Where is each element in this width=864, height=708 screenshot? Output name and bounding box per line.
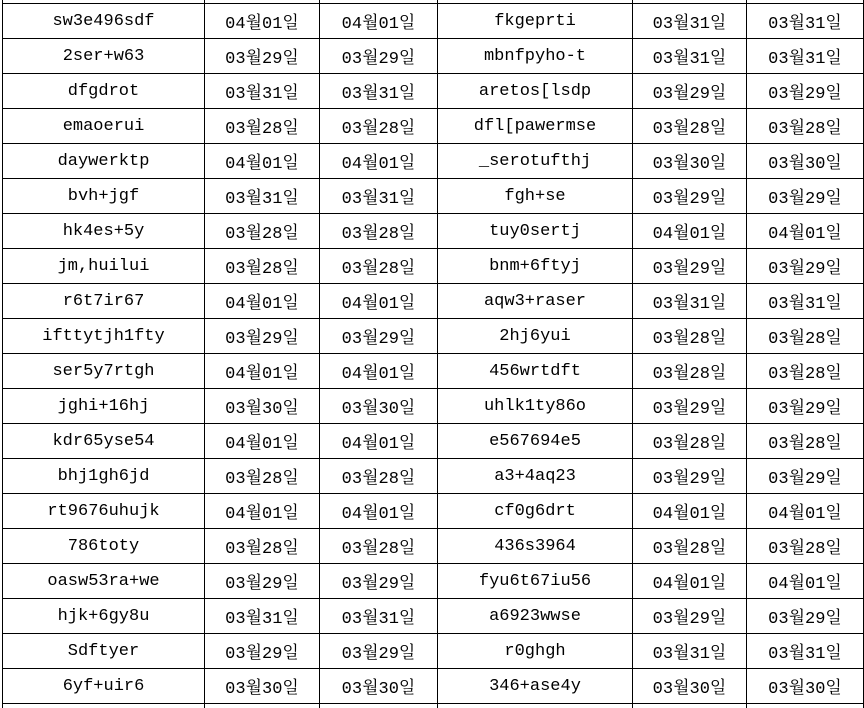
table-row [3,354,864,389]
table-cell[interactable]: 03월29일 [747,389,864,424]
table-cell[interactable]: 03월31일 [633,634,747,669]
table-cell[interactable]: 03월28일 [205,249,320,284]
table-cell[interactable]: 03월31일 [633,284,747,319]
table-cell[interactable]: 04월01일 [320,4,438,39]
table-cell[interactable]: a6923wwse [438,599,633,634]
table-cell[interactable]: 04월01일 [747,214,864,249]
table-cell[interactable]: 03월29일 [633,389,747,424]
table-cell[interactable]: 03월29일 [747,74,864,109]
table-row [3,284,864,319]
table-cell[interactable]: 04월01일 [747,494,864,529]
table-cell[interactable]: 04월01일 [747,564,864,599]
table-cell[interactable]: 03월31일 [320,599,438,634]
table-cell[interactable]: 03월31일 [747,39,864,74]
table-cell[interactable]: 03월29일 [633,459,747,494]
table-cell[interactable]: uhlk1ty86o [438,389,633,424]
partial-cell [633,704,747,708]
table-row [3,424,864,459]
table-row [3,389,864,424]
table-cell[interactable]: jm,huilui [3,249,205,284]
table-cell[interactable]: 03월31일 [205,179,320,214]
table-row [3,4,864,39]
table-cell[interactable]: 03월30일 [205,389,320,424]
table-cell[interactable]: mbnfpyho-t [438,39,633,74]
table-cell[interactable]: r6t7ir67 [3,284,205,319]
table-cell[interactable]: emaoerui [3,109,205,144]
table-cell[interactable]: 03월31일 [633,4,747,39]
table-cell[interactable]: 03월28일 [633,424,747,459]
table-cell[interactable]: 03월29일 [633,599,747,634]
table-cell[interactable]: 04월01일 [205,284,320,319]
table-cell[interactable]: 04월01일 [320,144,438,179]
table-cell[interactable]: 04월01일 [320,494,438,529]
table-row [3,634,864,669]
table-cell[interactable]: 04월01일 [205,4,320,39]
table-cell[interactable]: 03월31일 [320,74,438,109]
table-cell[interactable]: 04월01일 [320,354,438,389]
table-cell[interactable]: 03월31일 [205,599,320,634]
table-cell[interactable]: bvh+jgf [3,179,205,214]
table-cell[interactable]: 03월29일 [633,74,747,109]
table-cell[interactable]: 04월01일 [320,284,438,319]
table-cell[interactable]: 03월28일 [205,214,320,249]
table-cell[interactable]: 03월29일 [633,179,747,214]
table-cell[interactable]: 03월28일 [320,459,438,494]
table-cell[interactable]: 03월28일 [320,214,438,249]
table-cell[interactable]: 03월29일 [747,179,864,214]
table-cell[interactable]: 03월28일 [320,249,438,284]
table-cell[interactable]: 2hj6yui [438,319,633,354]
table-cell[interactable]: 04월01일 [205,354,320,389]
table-cell[interactable]: 03월28일 [747,319,864,354]
table-cell[interactable]: 03월28일 [633,109,747,144]
table-cell[interactable]: 2ser+w63 [3,39,205,74]
table-cell[interactable]: cf0g6drt [438,494,633,529]
table-cell[interactable]: 03월30일 [205,669,320,704]
partial-row-bottom [3,704,864,708]
table-cell[interactable]: 03월31일 [747,284,864,319]
table-cell[interactable]: tuy0sertj [438,214,633,249]
partial-cell [747,704,864,708]
table-row [3,39,864,74]
table-cell[interactable]: 04월01일 [633,564,747,599]
data-table [2,0,864,708]
table-cell[interactable]: 436s3964 [438,529,633,564]
table-cell[interactable]: 03월31일 [633,39,747,74]
table-cell[interactable]: oasw53ra+we [3,564,205,599]
partial-cell [320,704,438,708]
table-cell[interactable]: aretos[lsdp [438,74,633,109]
table-cell[interactable]: daywerktp [3,144,205,179]
table-cell[interactable]: r0ghgh [438,634,633,669]
table-cell[interactable]: fyu6t67iu56 [438,564,633,599]
table-cell[interactable]: 03월30일 [320,669,438,704]
table-cell[interactable]: 03월29일 [633,249,747,284]
table-cell[interactable]: 03월28일 [747,424,864,459]
table-cell[interactable]: 03월29일 [320,319,438,354]
table-cell[interactable]: jghi+16hj [3,389,205,424]
table-cell[interactable]: 04월01일 [633,494,747,529]
table-cell[interactable]: 03월28일 [747,529,864,564]
table-row [3,459,864,494]
table-cell[interactable]: rt9676uhujk [3,494,205,529]
table-cell[interactable]: fkgeprti [438,4,633,39]
table-cell[interactable]: 03월29일 [320,39,438,74]
table-cell[interactable]: _serotufthj [438,144,633,179]
table-cell[interactable]: 6yf+uir6 [3,669,205,704]
table-cell[interactable]: e567694e5 [438,424,633,459]
table-row [3,109,864,144]
table-row [3,144,864,179]
table-cell[interactable]: 03월29일 [205,634,320,669]
table-cell[interactable]: bhj1gh6jd [3,459,205,494]
partial-cell [3,704,205,708]
partial-cell [438,704,633,708]
table-cell[interactable]: dfl[pawermse [438,109,633,144]
table-cell[interactable]: 03월28일 [633,319,747,354]
table-cell[interactable]: fgh+se [438,179,633,214]
table-cell[interactable]: 03월29일 [747,459,864,494]
table-cell[interactable]: 03월29일 [205,39,320,74]
partial-cell [205,704,320,708]
table-cell[interactable]: 03월28일 [633,529,747,564]
table-cell[interactable]: 03월28일 [633,354,747,389]
table-cell[interactable]: 03월29일 [205,319,320,354]
table-cell[interactable]: ser5y7rtgh [3,354,205,389]
table-cell[interactable]: 03월30일 [633,669,747,704]
table-cell[interactable]: 03월28일 [320,529,438,564]
table-cell[interactable]: aqw3+raser [438,284,633,319]
table-row [3,74,864,109]
table-row [3,319,864,354]
table-cell[interactable]: 04월01일 [633,214,747,249]
table-cell[interactable]: Sdftyer [3,634,205,669]
table-cell[interactable]: 03월28일 [747,109,864,144]
table-cell[interactable]: 03월31일 [747,4,864,39]
table-row [3,249,864,284]
table-cell[interactable]: 456wrtdft [438,354,633,389]
table-cell[interactable]: 03월29일 [747,599,864,634]
table-cell[interactable]: 03월31일 [205,74,320,109]
table-cell[interactable]: 04월01일 [320,424,438,459]
table-cell[interactable]: 03월30일 [320,389,438,424]
table-cell[interactable]: 03월28일 [320,109,438,144]
table-cell[interactable]: 03월29일 [205,564,320,599]
table-cell[interactable]: 346+ase4y [438,669,633,704]
table-cell[interactable]: 03월31일 [320,179,438,214]
table-cell[interactable]: a3+4aq23 [438,459,633,494]
table-cell[interactable]: 03월30일 [633,144,747,179]
table-cell[interactable]: hk4es+5y [3,214,205,249]
table-cell[interactable]: 03월31일 [747,634,864,669]
table-row [3,564,864,599]
table-cell[interactable]: 03월28일 [205,459,320,494]
table-cell[interactable]: 03월29일 [320,634,438,669]
table-cell[interactable]: 03월30일 [747,144,864,179]
table-cell[interactable]: kdr65yse54 [3,424,205,459]
table-cell[interactable]: 03월28일 [205,529,320,564]
table-cell[interactable]: 03월28일 [205,109,320,144]
table-cell[interactable]: 04월01일 [205,424,320,459]
table-row [3,669,864,704]
table-row [3,599,864,634]
table-cell[interactable]: ifttytjh1fty [3,319,205,354]
table-cell[interactable]: hjk+6gy8u [3,599,205,634]
table-cell[interactable]: 03월28일 [747,354,864,389]
table-cell[interactable]: dfgdrot [3,74,205,109]
table-cell[interactable]: 04월01일 [205,144,320,179]
table-cell[interactable]: sw3e496sdf [3,4,205,39]
table-cell[interactable]: 03월29일 [320,564,438,599]
table-cell[interactable]: 786toty [3,529,205,564]
table-row [3,214,864,249]
table-row [3,494,864,529]
table-cell[interactable]: 03월29일 [747,249,864,284]
table-row [3,529,864,564]
table-cell[interactable]: 04월01일 [205,494,320,529]
table-cell[interactable]: bnm+6ftyj [438,249,633,284]
table-row [3,179,864,214]
table-cell[interactable]: 03월30일 [747,669,864,704]
